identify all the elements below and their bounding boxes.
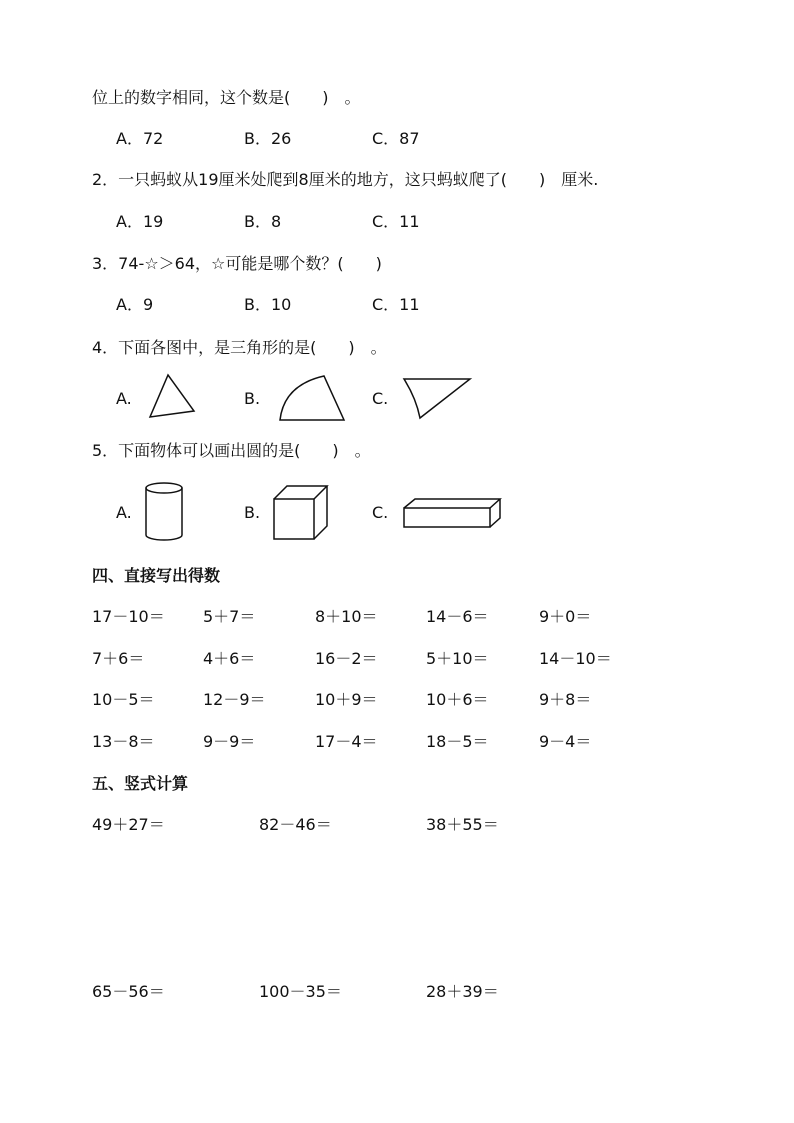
calc-item: 12－9＝: [203, 690, 266, 709]
q3-option-b: B．10: [244, 295, 292, 314]
q1-option-c: C．87: [372, 129, 420, 148]
calc-item: 17－4＝: [315, 732, 378, 751]
calc-item: 13－8＝: [92, 732, 155, 751]
calc-item: 9＋8＝: [539, 690, 592, 709]
q4-label-a: A.: [116, 389, 132, 408]
cylinder-shape: [144, 481, 186, 543]
cube-shape: [272, 484, 330, 542]
calc-item: 18－5＝: [426, 732, 489, 751]
question-4-text: 4．下面各图中，是三角形的是( ) 。: [92, 338, 387, 357]
vertical-calc-item: 28＋39＝: [426, 982, 499, 1001]
question-1-text: 位上的数字相同，这个数是( ) 。: [92, 88, 361, 107]
question-2-text: 2．一只蚂蚁从19厘米处爬到8厘米的地方，这只蚂蚁爬了( ) 厘米.: [92, 170, 599, 189]
calc-item: 4＋6＝: [203, 649, 256, 668]
section-4-title: 四、直接写出得数: [92, 566, 221, 585]
q4-label-b: B.: [244, 389, 261, 408]
question-3-text: 3．74-☆＞64，☆可能是哪个数？( ): [92, 254, 382, 273]
q3-option-c: C．11: [372, 295, 420, 314]
q5-label-c: C.: [372, 503, 389, 522]
q2-option-b: B．8: [244, 212, 282, 231]
calc-item: 9－4＝: [539, 732, 592, 751]
vertical-calc-item: 100－35＝: [259, 982, 342, 1001]
vertical-calc-item: 49＋27＝: [92, 815, 165, 834]
calc-item: 14－10＝: [539, 649, 612, 668]
sector-shape: [278, 373, 348, 423]
q1-option-a: A．72: [116, 129, 164, 148]
calc-item: 9－9＝: [203, 732, 256, 751]
calc-item: 5＋7＝: [203, 607, 256, 626]
q2-option-c: C．11: [372, 212, 420, 231]
calc-item: 10＋9＝: [315, 690, 378, 709]
calc-item: 10＋6＝: [426, 690, 489, 709]
calc-item: 7＋6＝: [92, 649, 145, 668]
q5-label-b: B.: [244, 503, 261, 522]
q5-label-a: A.: [116, 503, 132, 522]
vertical-calc-item: 82－46＝: [259, 815, 332, 834]
question-5-text: 5．下面物体可以画出圆的是( ) 。: [92, 441, 371, 460]
curved-triangle-shape: [402, 376, 474, 422]
calc-item: 16－2＝: [315, 649, 378, 668]
vertical-calc-item: 65－56＝: [92, 982, 165, 1001]
calc-item: 10－5＝: [92, 690, 155, 709]
section-5-title: 五、竖式计算: [92, 774, 189, 793]
q3-option-a: A．9: [116, 295, 154, 314]
calc-item: 14－6＝: [426, 607, 489, 626]
cuboid-shape: [402, 497, 504, 531]
q1-option-b: B．26: [244, 129, 292, 148]
calc-item: 8＋10＝: [315, 607, 378, 626]
calc-item: 9＋0＝: [539, 607, 592, 626]
vertical-calc-item: 38＋55＝: [426, 815, 499, 834]
q2-option-a: A．19: [116, 212, 164, 231]
q4-label-c: C.: [372, 389, 389, 408]
triangle-shape: [148, 373, 198, 419]
calc-item: 17－10＝: [92, 607, 165, 626]
calc-item: 5＋10＝: [426, 649, 489, 668]
